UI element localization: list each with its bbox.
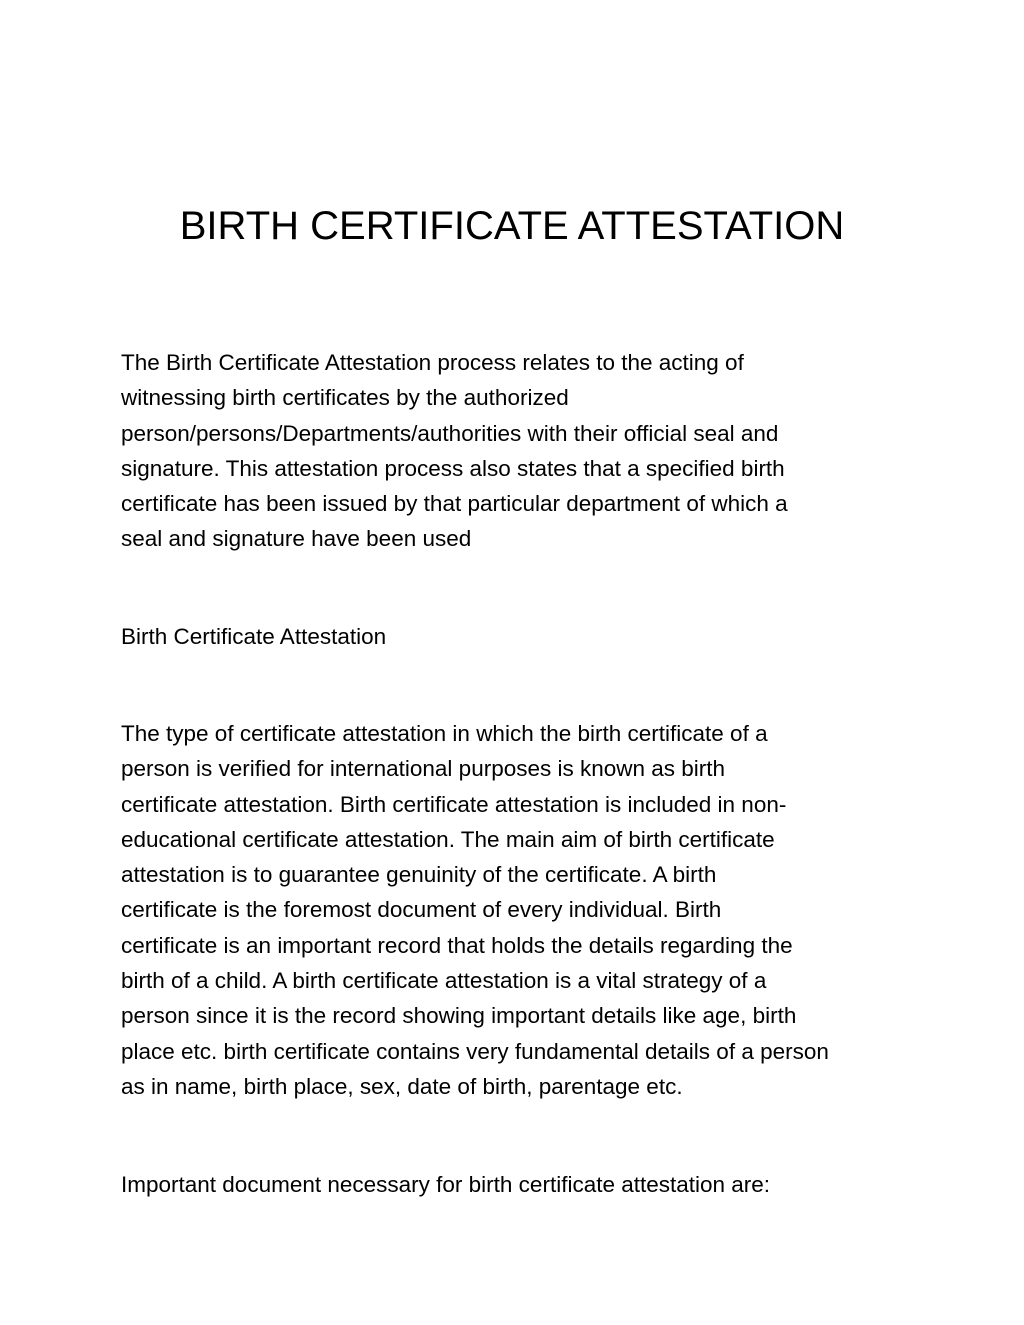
section-heading: Birth Certificate Attestation xyxy=(121,624,387,649)
document-title: BIRTH CERTIFICATE ATTESTATION xyxy=(179,204,845,248)
documents-intro-paragraph: Important document necessary for birth certificate attestation are: xyxy=(121,1172,771,1197)
intro-paragraph: The Birth Certificate Attestation process relates to the acting of witnessing birth certificates by the authorized person/persons/Departments/authorities with their official seal and signature. This attestation process also states that a specified birth certificate has been issued by that particular department of which a seal and signature have been used xyxy=(121,350,788,552)
description-paragraph: The type of certificate attestation in which the birth certificate of a person is verified for international purposes is known as birth certificate attestation. Birth certificate attestation is included in non- educational certificate attestation. The main aim of birth certificate attestation is to guarantee genuinity of the certificate. A birth certificate is the foremost document of every individual. Birth certificate is an important record that holds the details regarding the birth of a child. A birth certificate attestation is a vital strategy of a person since it is the record showing important details like age, birth place etc. birth certificate contains very fundamental details of a person as in name, birth place, sex, date of birth, parentage etc. xyxy=(121,721,829,1099)
